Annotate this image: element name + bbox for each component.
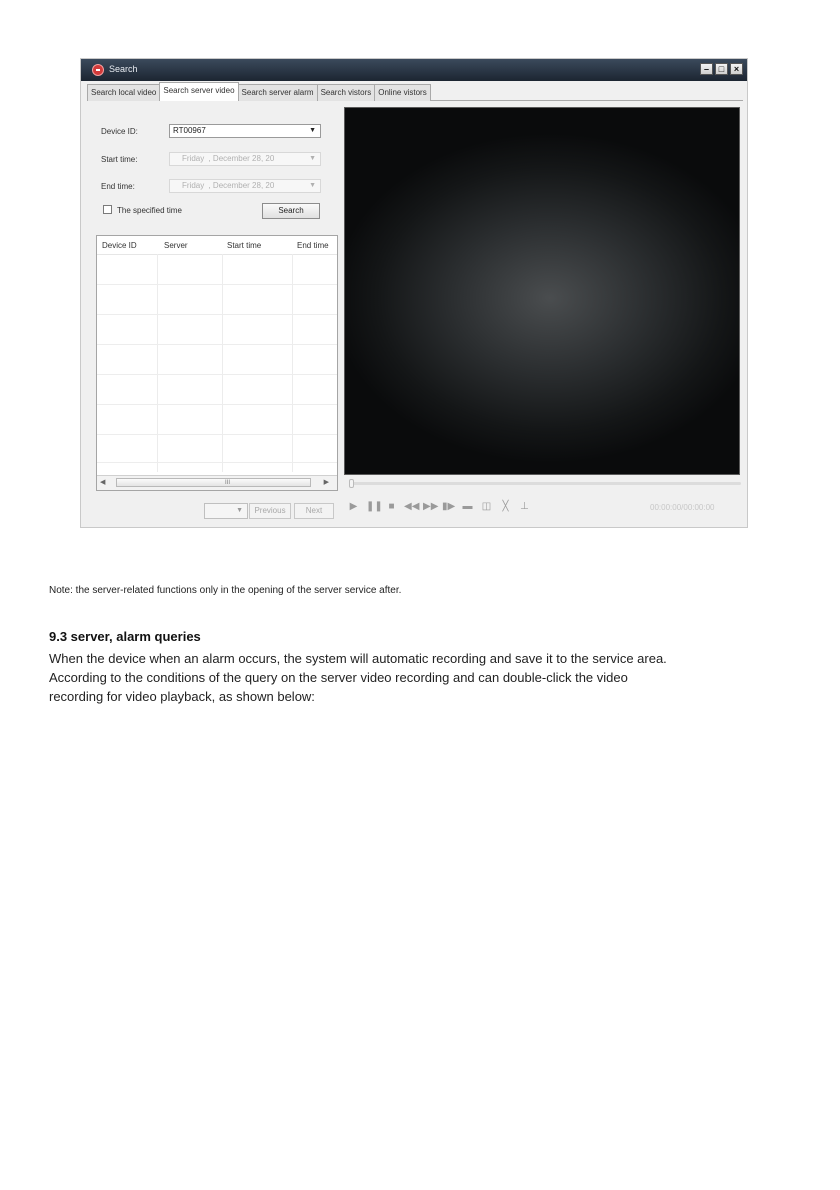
pause-icon[interactable]: ❚❚ [366,501,383,512]
device-id-value: RT00967 [173,126,206,135]
row-divider [97,344,337,345]
results-table-header [97,236,337,255]
horizontal-scrollbar[interactable] [97,475,337,490]
start-time-picker[interactable] [169,152,321,166]
scroll-grip: III [225,480,231,486]
paragraph-line: recording for video playback, as shown below: [49,689,315,704]
maximize-icon[interactable]: □ [715,63,728,75]
previous-button[interactable]: Previous [249,503,291,519]
chevron-down-icon: ▼ [309,182,316,189]
playback-controls [347,500,531,514]
scroll-left-icon[interactable]: ◀ [100,479,106,486]
chevron-down-icon: ▼ [309,127,316,134]
stop-icon[interactable]: ■ [388,501,395,512]
title-bar[interactable] [81,59,747,81]
start-time-day: Friday [182,154,205,163]
end-time-day: Friday [182,181,205,190]
row-divider [97,314,337,315]
specified-time-label: The specified time [117,206,182,215]
next-button[interactable]: Next [294,503,334,519]
column-divider [222,254,223,472]
tab-online-visitors[interactable]: Online vistors [374,84,430,101]
row-divider [97,284,337,285]
section-heading: 9.3 server, alarm queries [49,629,201,644]
paragraph-line: According to the conditions of the query on the server video recording and can double-click the video [49,670,628,685]
play-icon[interactable]: ▶ [349,501,358,512]
tab-search-server-alarm[interactable]: Search server alarm [238,84,318,101]
fast-forward-icon[interactable]: ▶▶ [423,501,439,512]
seek-bar[interactable] [351,482,741,485]
row-divider [97,434,337,435]
video-player-canvas[interactable] [344,107,740,475]
device-id-select[interactable] [169,124,321,138]
end-time-date: , December 28, 20 [208,181,275,190]
window-controls [700,63,743,75]
folder-icon[interactable]: ◫ [481,501,492,512]
search-window [80,58,748,528]
tab-search-server-video[interactable]: Search server video [159,82,238,101]
scroll-right-icon[interactable]: ▶ [323,479,329,486]
clip-start-icon[interactable]: ╳ [502,501,509,512]
scroll-thumb[interactable] [116,478,311,487]
tab-search-visitors[interactable]: Search vistors [317,84,376,101]
start-time-label: Start time: [101,155,138,164]
column-header-end-time[interactable]: End time [297,241,329,250]
chevron-down-icon: ▼ [236,507,243,514]
search-button[interactable]: Search [262,203,320,219]
results-table [96,235,338,491]
clip-end-icon[interactable]: ⊥ [520,501,529,512]
end-time-label: End time: [101,182,135,191]
close-icon[interactable]: × [730,63,743,75]
note-text: Note: the server-related functions only in the opening of the server service after. [49,585,402,596]
column-header-device-id[interactable]: Device ID [102,241,137,250]
app-logo-icon [92,64,104,76]
device-id-label: Device ID: [101,127,138,136]
column-header-start-time[interactable]: Start time [227,241,262,250]
column-header-server[interactable]: Server [164,241,188,250]
section-paragraph [49,649,809,706]
rewind-icon[interactable]: ◀◀ [404,501,420,512]
specified-time-checkbox[interactable] [103,205,112,214]
row-divider [97,374,337,375]
column-divider [157,254,158,472]
minimize-icon[interactable]: – [700,63,713,75]
window-title: Search [109,64,138,74]
playback-timecode: 00:00:00/00:00:00 [650,503,715,512]
chevron-down-icon: ▼ [309,155,316,162]
tab-strip [87,84,743,101]
seek-handle[interactable] [349,479,354,488]
end-time-picker[interactable] [169,179,321,193]
row-divider [97,462,337,463]
page-select[interactable] [204,503,248,519]
tab-search-local-video[interactable]: Search local video [87,84,160,101]
paragraph-line: When the device when an alarm occurs, the system will automatic recording and save it to the service area. [49,651,667,666]
snapshot-icon[interactable]: ▬ [462,501,473,512]
step-icon[interactable]: ▮▶ [442,501,456,512]
start-time-date: , December 28, 20 [208,154,275,163]
row-divider [97,404,337,405]
column-divider [292,254,293,472]
